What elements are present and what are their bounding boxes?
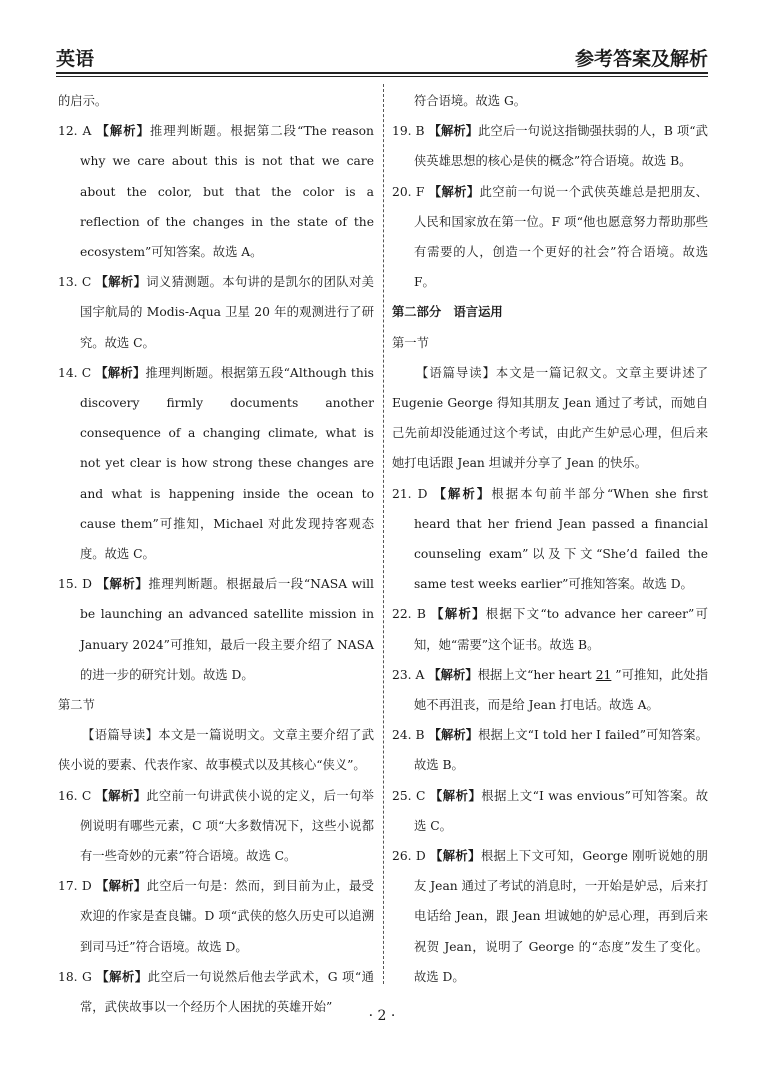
answer-item-26	[392, 841, 708, 992]
item-number: 21. D	[392, 486, 428, 501]
header-rule-thin	[56, 76, 708, 77]
page-header	[56, 38, 708, 72]
item-text: 根据上下文可知，George 刚听说她的朋友 Jean 通过了考试的消息时，一开始是妒忌，后来打电话给 Jean，跟 Jean 坦诚她的妒忌心理，再到后来祝贺 Jean，说明了 George 的“态度”发生了变化。故选 D。	[414, 849, 708, 984]
analysis-tag: 【解析】	[430, 848, 481, 864]
analysis-tag: 【解析】	[96, 968, 148, 984]
item-number: 20. F	[392, 184, 425, 199]
blank-number: 21	[595, 667, 612, 682]
item-number: 18. G	[58, 969, 92, 984]
item-number: 25. C	[392, 788, 426, 803]
item-number: 13. C	[58, 275, 92, 290]
item-text: 此空后一句是：然而，到目前为止，最受欢迎的作家是查良镛。D 项“武侠的悠久历史可以追溯到司马迁”符合语境。故选 D。	[80, 879, 374, 954]
answer-item-22	[392, 599, 708, 659]
item-number: 26. D	[392, 849, 426, 864]
answer-item-14	[58, 358, 374, 569]
passage-guide: 【语篇导读】本文是一篇记叙文。文章主要讲述了 Eugenie George 得知其朋友 Jean 通过了考试，而她自己先前却没能通过这个考试，由此产生妒忌心理，但后来她打电话跟 Jean 坦诚并分享了 Jean 的快乐。	[392, 365, 708, 471]
answer-item-24	[392, 720, 708, 780]
subject-label: 英语	[56, 48, 95, 70]
answer-item-13	[58, 267, 374, 358]
analysis-tag: 【解析】	[95, 787, 147, 803]
analysis-tag: 【解析】	[96, 576, 149, 592]
analysis-tag: 【解析】	[428, 666, 478, 682]
analysis-tag: 【解析】	[429, 787, 482, 803]
page-number: · 2 ·	[368, 1008, 396, 1024]
item-text: 此空前一句说一个武侠英雄总是把朋友、人民和国家放在第一位。F 项“他也愿意努力帮助那些有需要的人，创造一个更好的社会”符合语境。故选 F。	[414, 184, 708, 290]
answer-item-20	[392, 177, 708, 298]
item-number: 19. B	[392, 124, 425, 139]
analysis-tag: 【解析】	[428, 123, 479, 139]
analysis-tag: 【解析】	[96, 123, 150, 139]
part-heading: 第二部分 语言运用	[392, 304, 503, 320]
item-text: 根据上文“I was envious”可知答案。故选 C。	[414, 788, 708, 833]
left-column	[58, 86, 374, 1022]
analysis-tag: 【解析】	[433, 485, 492, 501]
item-text: 推理判断题。根据第二段“The reason why we care about this is not that we care about the color, but that the color is a reflection of the changes in the state of the ecosystem”可知答案。故选 A。	[80, 124, 374, 260]
item-text: 此空前一句讲武侠小说的定义，后一句举例说明有哪些元素，C 项“大多数情况下，这些小说都有一些奇妙的元素”符合语境。故选 C。	[80, 788, 374, 864]
item-text: 推理判断题。根据最后一段“NASA will be launching an advanced satellite mission in January 2024”可推知，最后一段主要介绍了 NASA 的进一步的研究计划。故选 D。	[80, 577, 374, 682]
analysis-tag: 【解析】	[428, 183, 480, 199]
item-text: 根据下文“to advance her career”可知，她“需要”这个证书。故选 B。	[414, 607, 708, 652]
lead-text: 符合语境。故选 G。	[414, 94, 527, 108]
item-text: 根据上文“her heart	[477, 667, 596, 682]
item-number: 23. A	[392, 667, 425, 682]
analysis-tag: 【解析】	[95, 364, 146, 380]
item-number: 16. C	[58, 788, 92, 803]
section-heading: 第二节	[58, 698, 95, 713]
answer-item-12	[58, 116, 374, 267]
right-column	[392, 86, 708, 992]
analysis-tag: 【解析】	[428, 727, 479, 743]
item-number: 17. D	[58, 879, 92, 894]
lead-text: 的启示。	[58, 94, 108, 108]
answer-item-15	[58, 569, 374, 690]
column-divider	[383, 84, 384, 984]
section-heading: 第一节	[392, 335, 429, 350]
passage-guide: 【语篇导读】本文是一篇说明文。文章主要介绍了武侠小说的要素、代表作家、故事模式以及其核心“侠义”。	[58, 728, 374, 773]
item-number: 12. A	[58, 124, 92, 139]
item-number: 22. B	[392, 607, 426, 622]
header-rule	[56, 72, 708, 74]
item-number: 15. D	[58, 577, 92, 592]
item-text: 根据上文“I told her I failed”可知答案。故选 B。	[414, 728, 708, 773]
analysis-tag: 【解析】	[95, 878, 147, 894]
item-text: 推理判断题。根据第五段“Although this discovery firmly documents another consequence of a changing climate, what is not yet clear is how strong these changes are and what is happening inside the ocean to cause them”可推知，Michael 对此发现持客观态度。故选 C。	[80, 365, 374, 562]
analysis-tag: 【解析】	[431, 606, 486, 622]
answer-item-23	[392, 660, 708, 720]
answer-item-25	[392, 781, 708, 841]
answer-item-21	[392, 479, 708, 600]
item-text: 此空后一句说然后他去学武术，G 项“通常，武侠故事以一个经历个人困扰的英雄开始”	[80, 969, 374, 1015]
page-title: 参考答案及解析	[574, 48, 708, 70]
item-text: 词义猜测题。本句讲的是凯尔的团队对美国宇航局的 Modis-Aqua 卫星 20 年的观测进行了研究。故选 C。	[80, 275, 374, 350]
answer-item-16	[58, 781, 374, 872]
item-text: 根据本句前半部分“When she first heard that her friend Jean passed a financial counseling exam”以及下文“She’d failed the same test weeks earlier”可推知答案。故选 D。	[414, 486, 708, 592]
item-number: 24. B	[392, 728, 425, 743]
item-number: 14. C	[58, 365, 92, 380]
analysis-tag: 【解析】	[95, 274, 147, 290]
answer-item-17	[58, 871, 374, 962]
item-text: 此空后一句说这指锄强扶弱的人，B 项“武侠英雄思想的核心是侠的概念”符合语境。故选 B。	[414, 124, 708, 169]
answer-item-19	[392, 116, 708, 176]
item-text: ”可推知，此处指她不再沮丧，而是给 Jean 打电话。故选 A。	[414, 667, 708, 713]
